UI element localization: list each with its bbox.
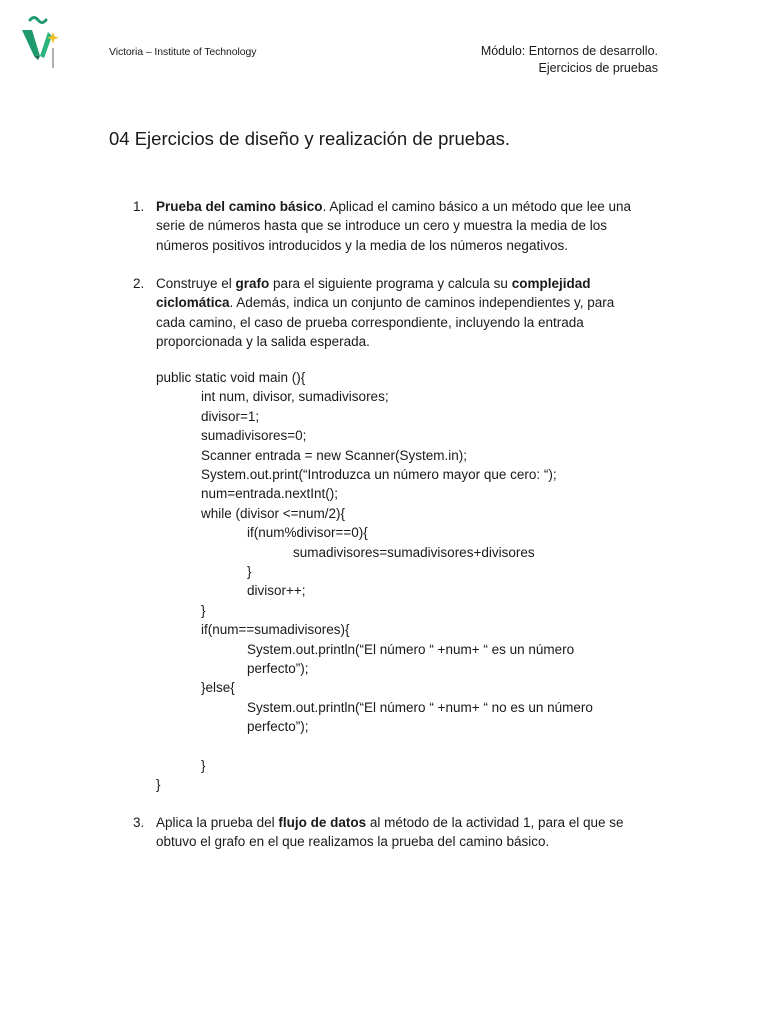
logo-v-left <box>22 30 40 56</box>
code-line: while (divisor <=num/2){ <box>201 505 346 521</box>
code-line: } <box>247 564 252 579</box>
code-line: int num, divisor, sumadivisores; <box>201 389 389 405</box>
code-line: System.out.print(“Introduzca un número mayor que cero: “); <box>201 467 557 482</box>
code-line: Scanner entrada = new Scanner(System.in); <box>201 447 468 463</box>
module-header <box>481 43 658 77</box>
code-line: sumadivisores=0; <box>201 428 307 444</box>
institution-logo <box>20 14 60 70</box>
code-line: divisor=1; <box>201 408 260 424</box>
module-title: Módulo: Entornos de desarrollo. <box>480 44 658 58</box>
exercise-keyword: grafo <box>235 276 270 291</box>
code-line: } <box>156 777 161 793</box>
exercise-number: 1. <box>133 199 145 214</box>
code-line: if(num%divisor==0){ <box>247 525 368 541</box>
page-title: 04 Ejercicios de diseño y realización de pruebas. <box>109 128 511 149</box>
logo-v-dark <box>34 56 40 60</box>
exercise-number: 3. <box>133 815 145 830</box>
logo-v-right <box>40 32 52 58</box>
exercise-keyword: complejidad ciclomática <box>156 276 591 311</box>
exercise-keyword: Prueba del camino básico <box>156 199 323 214</box>
code-line: perfecto”); <box>247 661 309 676</box>
code-line: if(num==sumadivisores){ <box>201 622 350 638</box>
module-subtitle: Ejercicios de pruebas <box>538 61 658 75</box>
code-line: } <box>201 758 206 773</box>
code-line: System.out.println(“El número “ +num+ “ es un número <box>247 641 575 657</box>
logo-tilde <box>30 18 46 23</box>
code-line: public static void main (){ <box>156 370 306 385</box>
exercise-keyword: flujo de datos <box>278 815 367 830</box>
code-line: System.out.println(“El número “ +num+ “ no es un número <box>247 699 593 715</box>
exercise-text: Construye el grafo para el siguiente programa y calcula su complejidad ciclomática. Además, indica un conjunto de caminos independientes y, para cada camino, el caso de prueba correspondiente, incluyendo la entrada proporcionada y la salida esperada. <box>156 276 615 350</box>
code-line: sumadivisores=sumadivisores+divisores <box>293 544 535 560</box>
code-line: divisor++; <box>247 583 306 599</box>
code-line: }else{ <box>201 680 235 696</box>
exercise-text: Aplica la prueba del flujo de datos al método de la actividad 1, para el que se obtuvo el grafo en el que realizamos la prueba del camino básico. <box>156 815 624 850</box>
code-line: num=entrada.nextInt(); <box>201 486 338 502</box>
code-line: } <box>201 602 206 618</box>
exercise-number: 2. <box>133 276 145 291</box>
institution-name: Victoria – Institute of Technology <box>109 46 257 58</box>
code-line: perfecto”); <box>247 719 309 735</box>
exercise-text: Prueba del camino básico. Aplicad el camino básico a un método que lee una serie de números hasta que se introduce un cero y muestra la media de los números positivos introducidos y la media de los números negativos. <box>156 199 632 253</box>
